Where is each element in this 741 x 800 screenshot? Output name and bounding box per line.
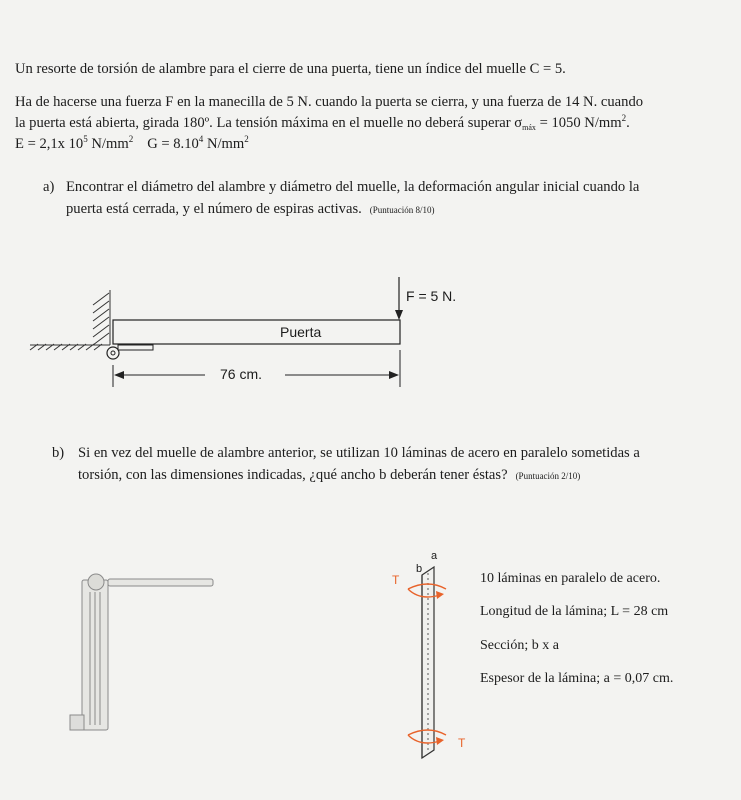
length-label: 76 cm. — [220, 366, 263, 382]
part-b-line-2-text: torsión, con las dimensiones indicadas, ¿qué ancho b deberán tener éstas? — [78, 467, 508, 483]
statement-line-4 — [15, 135, 249, 154]
part-b-score: (Puntuación 2/10) — [515, 471, 581, 481]
label-a: a — [431, 550, 438, 562]
sigma-subscript: máx — [522, 123, 536, 132]
wall-hatch — [30, 290, 110, 350]
shear-modulus-exponent: 4 — [198, 134, 204, 144]
torque-bottom-label: T — [458, 736, 466, 750]
elastic-modulus-exponent: 5 — [83, 134, 88, 144]
spec-line-3: Sección; b x a — [480, 638, 559, 653]
force-label: F = 5 N. — [406, 288, 457, 304]
part-a-line-2-text: puerta está cerrada, y el número de espiras activas. — [66, 201, 362, 217]
shear-modulus-unit: N/mm — [203, 136, 245, 152]
part-b-line-2 — [78, 466, 580, 485]
elastic-modulus: E = 2,1x 10 — [15, 136, 84, 152]
part-b-label: b) — [52, 445, 65, 461]
statement-line-1: Un resorte de torsión de alambre para el cierre de una puerta, tiene un índice del muelle C = 5. — [15, 61, 566, 77]
leaf-spring-diagram — [390, 545, 480, 765]
barrier-gate-illustration — [60, 560, 230, 740]
part-b-line-1: Si en vez del muelle de alambre anterior, se utilizan 10 láminas de acero en paralelo sometidas a — [78, 445, 640, 461]
spec-line-1: 10 láminas en paralelo de acero. — [480, 571, 661, 586]
shear-modulus: G = 8.10 — [147, 136, 199, 152]
label-b: b — [416, 563, 423, 575]
statement-line-3-text: la puerta está abierta, girada 180º. La tensión máxima en el muelle no deberá superar σ — [15, 115, 523, 131]
door-rect — [113, 320, 400, 344]
part-a-score: (Puntuación 8/10) — [369, 205, 435, 215]
torque-top-label: T — [392, 573, 400, 587]
hinge-spring — [107, 347, 119, 359]
statement-line-2: Ha de hacerse una fuerza F en la manecilla de 5 N. cuando la puerta se cierra, y una fuerza de 14 N. cuando — [15, 94, 644, 110]
spec-line-2: Longitud de la lámina; L = 28 cm — [480, 604, 669, 619]
part-a-line-1: Encontrar el diámetro del alambre y diámetro del muelle, la deformación angular inicial cuando la — [66, 179, 640, 195]
shear-modulus-unit-exponent: 2 — [244, 134, 249, 144]
door-label: Puerta — [280, 324, 322, 340]
door-spring-diagram — [0, 265, 741, 400]
stress-exponent: 2 — [621, 113, 627, 123]
statement-line-3 — [15, 114, 630, 134]
spec-line-4: Espesor de la lámina; a = 0,07 cm. — [480, 671, 674, 686]
part-a-label: a) — [43, 179, 55, 195]
elastic-modulus-unit-exponent: 2 — [128, 134, 134, 144]
statement-line-3-end: . — [626, 115, 630, 131]
elastic-modulus-unit: N/mm — [87, 136, 129, 152]
part-a-line-2 — [66, 200, 435, 219]
stress-value: = 1050 N/mm — [535, 115, 622, 131]
